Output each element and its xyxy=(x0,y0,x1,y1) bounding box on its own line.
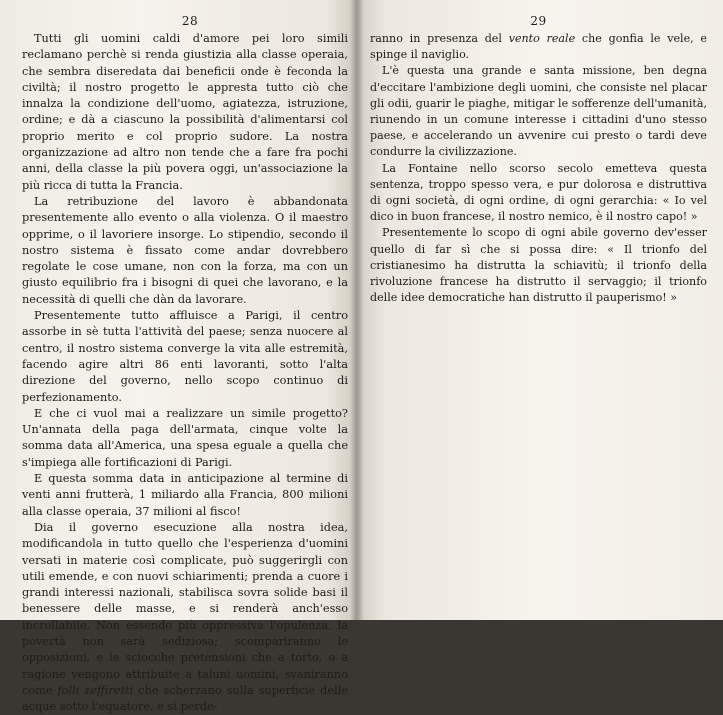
page-number-right: 29 xyxy=(530,14,547,28)
right-page xyxy=(356,0,723,620)
paragraph: La Fontaine nello scorso secolo emetteva questa sentenza, troppo spesso vera, e pur dolorosa e distruttiva di ogni società, di ogni ordine, di ogni gerarchia: « Io vel dico in buon francese, il nostro nemico, è il nostro capo! » xyxy=(370,161,707,224)
left-page xyxy=(0,0,356,714)
paragraph: ranno in presenza del vento reale che gonfia le vele, e spinge il naviglio. xyxy=(370,32,707,62)
page-number-left: 28 xyxy=(181,14,199,28)
paragraph: E che ci vuol mai a realizzare un simile progetto? Un'annata della paga dell'armata, cinque volte la somma data all'America, una spesa eguale a quella che s'impiega alle fortificazioni di Parigi. xyxy=(22,406,348,469)
paragraph: L'è questa una grande e santa missione, ben degna d'eccitare l'ambizione degli uomini, che consiste nel placar gli odii, guarir le piaghe, mitigar le sofferenze dell'umanità, riunendo in un comune interesse i cittadini d'uno stesso paese, e accelerando un avvenire cui presto o tardi deve condurre la civilizzazione. xyxy=(370,64,707,159)
italic-phrase: folli zeffiretti xyxy=(57,683,134,697)
paragraph: La retribuzione del lavoro è abbandonata presentemente allo evento o alla violenza. O il maestro opprime, o il lavoriere insorge. Lo stipendio, secondo il nostro sistema è fissato come andar dovrebbero regolate le cose umane, non con la forza, ma con un giusto equilibrio fra i bisogni di quei che lavorano, e la necessità di quelli che dàn da lavorare. xyxy=(22,194,348,306)
paragraph: Presentemente lo scopo di ogni abile governo dev'esser quello di far sì che si possa dire: « Il trionfo del cristianesimo ha distrutta la schiavitù; il trionfo della rivoluzione francese ha distrutto il servaggio; il trionfo delle idee democratiche han distrutto il pauperismo! » xyxy=(370,226,707,305)
paragraph: Dia il governo esecuzione alla nostra idea, modificandola in tutto quello che l'esperienza d'uomini versati in materie così complicate, può suggerirgli con utili emende, e con nuovi schiarimenti; prenda a cuore i grandi interessi nazionali, stabilisca sovra solide basi il benessere delle masse, e si renderà anch'esso incrollabile. Non essendo più oppressiva l'opulenza, la povertà non sarà sediziosa; scompariranno le opposizioni, e le sciocche pretensioni che a torto, o a ragione vengono attribuite a taluni uomini, svaniranno come folli zeffiretti che scherzano sulla superficie delle acque sotto l'equatore, e si perde- xyxy=(22,520,348,714)
paragraph: E questa somma data in anticipazione al termine di venti anni frutterà, 1 miliardo alla Francia, 800 milioni alla classe operaia, 37 milioni al fisco! xyxy=(22,472,348,518)
italic-phrase: vento reale xyxy=(508,32,576,45)
paragraph: Tutti gli uomini caldi d'amore pei loro simili reclamano perchè si renda giustizia alla classe operaia, che sembra diseredata dai beneficii onde è feconda la civiltà; il nostro progetto le appresta tutto ciò che innalza la condizione dell'uomo, agiatezza, istruzione, ordine; e dà a ciascuno la possibilità d'alimentarsi col proprio merito e col proprio sudore. La nostra organizzazione ad altro non tende che a fare fra pochi anni, della classe la più povera oggi, un'associazione la più ricca di tutta la Francia. xyxy=(22,32,348,192)
paragraph: Presentemente tutto affluisce a Parigi, il centro assorbe in sè tutta l'attività del paese; senza nuocere al centro, il nostro sistema converge la vita alle estremità, facendo agire altri 86 enti lavoranti, sotto l'alta direzione del governo, nello scopo continuo di perfezionamento. xyxy=(22,309,348,404)
